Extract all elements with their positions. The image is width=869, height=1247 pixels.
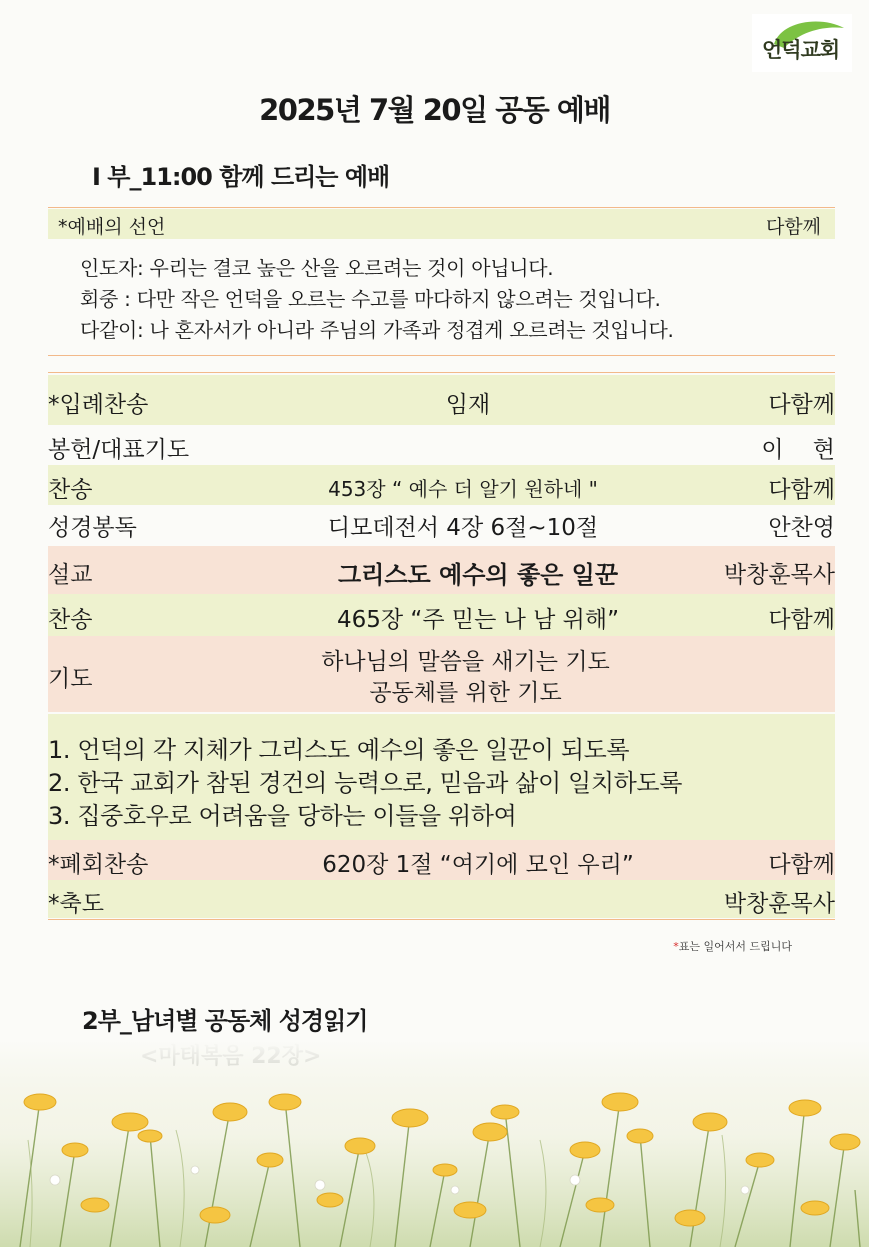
declaration-label: *예배의 선언: [58, 216, 166, 238]
responsive-line: 회중 : 다만 작은 언덕을 오르는 수고를 마다하지 않으려는 것입니다.: [80, 287, 661, 311]
part2-title: 2부_남녀별 공동체 성경읽기: [82, 1007, 368, 1035]
order-content: 465장 “주 믿는 나 남 위해”: [336, 607, 620, 633]
order-content: 디모데전서 4장 6절~10절: [327, 515, 599, 541]
standing-note: [673, 938, 792, 954]
sermon-title: 그리스도 예수의 좋은 일꾼: [337, 561, 619, 589]
order-content: 620장 1절 “여기에 모인 우리”: [322, 852, 634, 878]
prayer-item: 1. 언덕의 각 지체가 그리스도 예수의 좋은 일꾼이 되도록: [48, 736, 630, 764]
divider: [48, 919, 835, 920]
flower-field-illustration: [0, 1040, 869, 1247]
order-row: [48, 465, 835, 505]
note-text: 표는 일어서서 드립니다: [678, 940, 792, 953]
divider: [48, 372, 835, 373]
order-label: *입례찬송: [48, 392, 149, 418]
order-person: 박창훈목사: [723, 562, 835, 588]
order-person: 다함께: [768, 392, 835, 418]
order-row: [48, 425, 835, 465]
page-title: 2025년 7월 20일 공동 예배: [259, 93, 610, 127]
order-content: 453장 “ 예수 더 알기 원하네 ": [328, 477, 598, 501]
declaration-who: 다함께: [765, 216, 821, 238]
church-logo: [752, 14, 852, 72]
order-row: [48, 505, 835, 545]
order-person: 이 현: [761, 437, 835, 463]
order-row: [48, 375, 835, 425]
order-content: 공동체를 위한 기도: [369, 680, 562, 706]
order-label: 설교: [48, 562, 93, 588]
order-person: 안찬영: [768, 515, 835, 541]
order-row-sermon: [48, 546, 835, 594]
order-content: 하나님의 말씀을 새기는 기도: [321, 649, 610, 675]
order-label: 봉헌/대표기도: [48, 437, 190, 463]
order-person: 다함께: [768, 607, 835, 633]
order-row: [48, 840, 835, 880]
order-person: 다함께: [768, 477, 835, 503]
order-content: 임재: [445, 392, 491, 418]
order-label: 기도: [48, 666, 93, 692]
order-label: *축도: [48, 891, 104, 917]
order-label: 성경봉독: [48, 515, 137, 541]
prayer-item: 3. 집중호우로 어려움을 당하는 이들을 위하여: [48, 802, 517, 830]
part1-title: I 부_11:00 함께 드리는 예배: [92, 163, 390, 191]
order-row: [48, 594, 835, 636]
order-label: *폐회찬송: [48, 852, 149, 878]
logo-text: 언덕교회: [762, 37, 840, 62]
order-person: 박창훈목사: [723, 891, 835, 917]
order-label: 찬송: [48, 607, 93, 633]
order-row-prayer: [48, 636, 835, 712]
responsive-line: 다같이: 나 혼자서가 아니라 주님의 가족과 정겹게 오르려는 것입니다.: [80, 318, 674, 342]
order-label: 찬송: [48, 477, 93, 503]
prayer-list: [48, 714, 835, 840]
declaration-row: [48, 209, 835, 239]
divider: [48, 207, 835, 208]
star-mark: *: [673, 940, 679, 953]
divider: [48, 355, 835, 356]
prayer-item: 2. 한국 교회가 참된 경건의 능력으로, 믿음과 삶이 일치하도록: [48, 769, 682, 797]
order-person: 다함께: [768, 852, 835, 878]
order-row: [48, 880, 835, 918]
responsive-line: 인도자: 우리는 결코 높은 산을 오르려는 것이 아닙니다.: [80, 256, 554, 280]
